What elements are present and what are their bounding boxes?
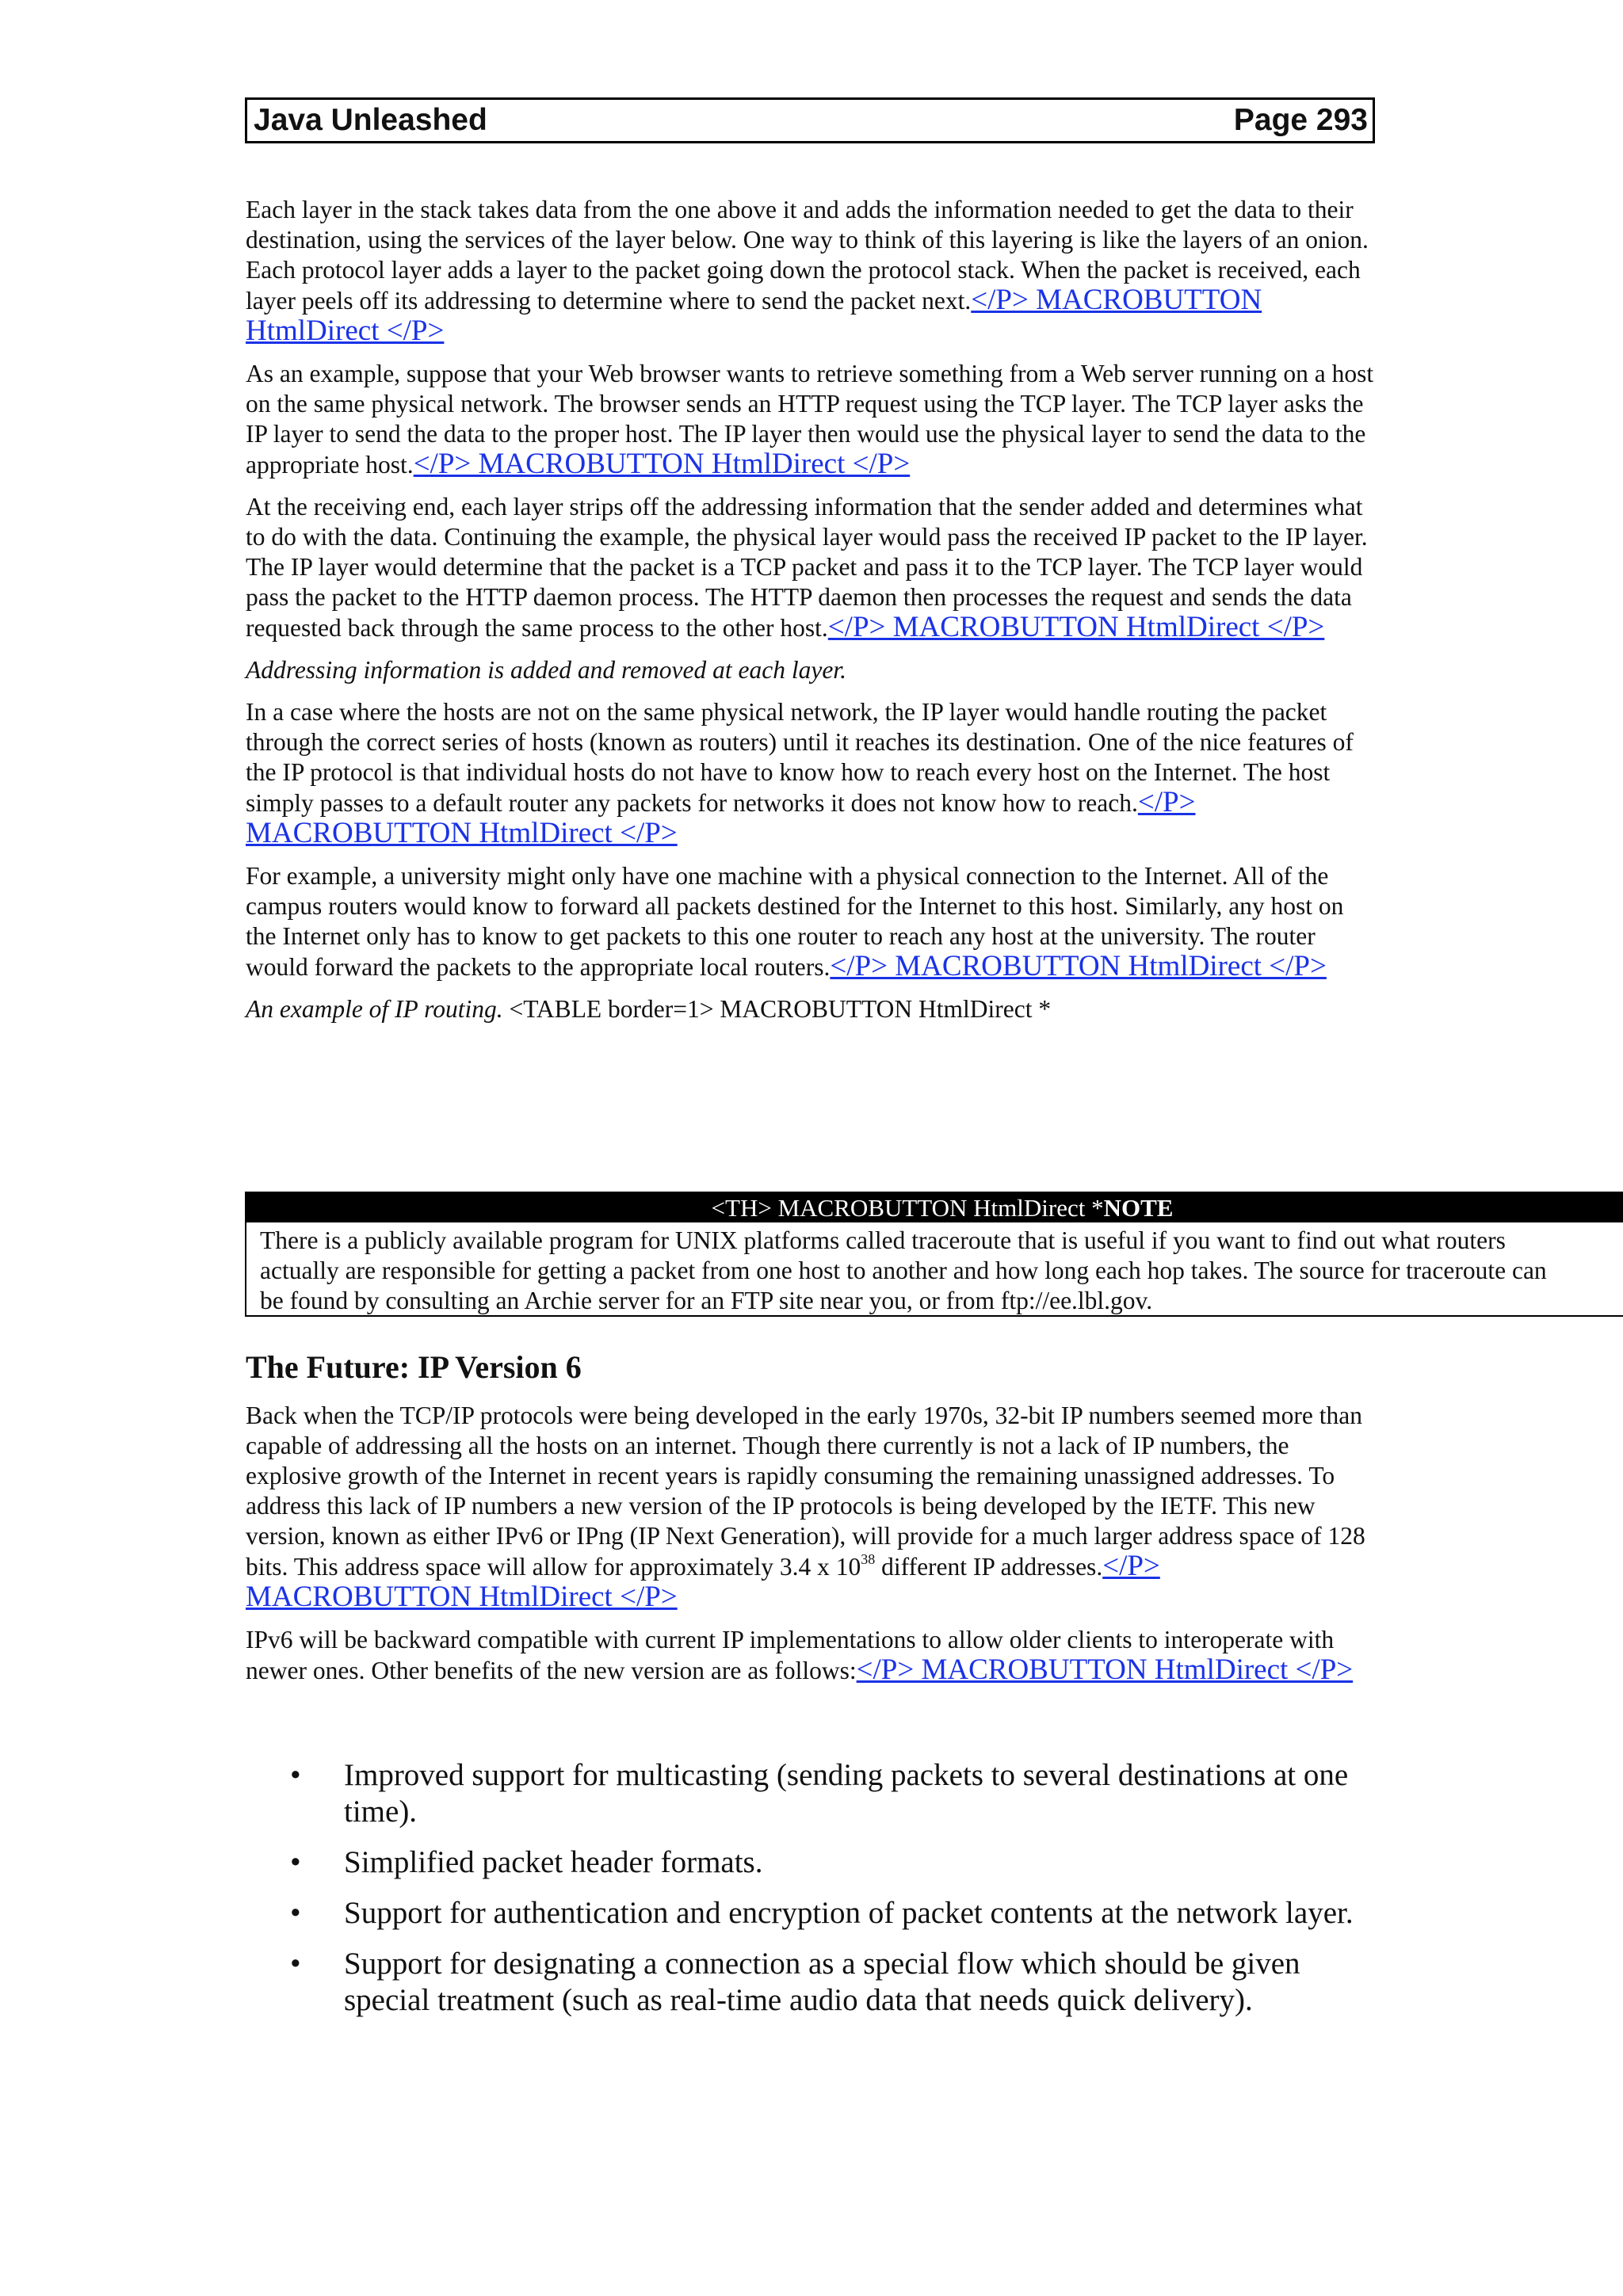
page-number: Page 293 <box>1233 103 1368 137</box>
list-item <box>290 1946 1376 2019</box>
paragraph-text: IPv6 will be backward compatible with current IP implementations to allow older clients to interoperate with newer ones. Other benefits of the new version are as follows: <box>246 1626 1335 1684</box>
paragraph-text: In a case where the hosts are not on the same physical network, the IP layer would handle routing the packet through the correct series of hosts (known as routers) until it reaches its destination. One of the nice features of the IP protocol is that individual hosts do not have to know how to reach every host on the Internet. The host simply passes to a default router any packets for networks it does not know how to reach. <box>246 698 1354 817</box>
paragraph-ipv6-intro <box>246 1401 1377 1613</box>
note-line: be found by consulting an Archie server for an FTP site near you, or from ftp://ee.lbl.gov. <box>260 1287 1153 1314</box>
list-item-text: Improved support for multicasting (sending packets to several destinations at one time). <box>344 1758 1349 1829</box>
figure-caption-addressing: Addressing information is added and removed at each layer. <box>246 656 846 684</box>
bullet-icon: • <box>290 1896 301 1930</box>
caption-rest: <TABLE border=1> MACROBUTTON HtmlDirect * <box>502 995 1052 1023</box>
list-item-text: Support for designating a connection as a special flow which should be given special treatment (such as real-time audio data that needs quick delivery). <box>344 1947 1300 2017</box>
macrobutton-link[interactable]: </P> MACROBUTTON HtmlDirect </P> <box>413 448 911 480</box>
paragraph-layering <box>246 195 1377 347</box>
bullet-icon: • <box>290 1758 301 1792</box>
paragraph-text-after: different IP addresses. <box>875 1553 1103 1581</box>
paragraph-university-example <box>246 861 1377 982</box>
note-table-body <box>246 1222 1623 1316</box>
paragraph-text: For example, a university might only have one machine with a physical connection to the Internet. All of the campus routers would know to forward all packets destined for the Internet to this host. Similarly, any host on the Internet only has to know to get packets to this one router to reach any host at the university. The router would forward the packets to the appropriate local routers. <box>246 862 1344 981</box>
macrobutton-link[interactable]: </P> MACROBUTTON HtmlDirect </P> <box>830 950 1327 982</box>
book-title: Java Unleashed <box>254 103 487 137</box>
body-text-upper <box>246 195 1377 1036</box>
paragraph-receiving-end <box>246 492 1377 643</box>
paragraph-text: Each layer in the stack takes data from the one above it and adds the information needed to get the data to their destination, using the services of the layer below. One way to think of this layering is like the layers of an onion. Each protocol layer adds a layer to the packet going down the protocol stack. When the packet is received, each layer peels off its addressing to determine where to send the packet next. <box>246 196 1369 315</box>
list-item <box>290 1757 1376 1830</box>
page-header <box>245 97 1375 143</box>
body-text-lower <box>246 1401 1377 1698</box>
section-heading: The Future: IP Version 6 <box>246 1349 582 1385</box>
paragraph-routing <box>246 697 1377 849</box>
bullet-icon: • <box>290 1947 301 1981</box>
figure-caption-ip-routing <box>246 994 1377 1024</box>
caption-italic: An example of IP routing. <box>246 995 503 1023</box>
macrobutton-link[interactable]: </P> MACROBUTTON HtmlDirect </P> <box>856 1653 1354 1686</box>
paragraph-text: As an example, suppose that your Web browser wants to retrieve something from a Web server running on a host on the same physical network. The browser sends an HTTP request using the TCP layer. The TCP layer asks the IP layer to send the data to the proper host. The IP layer then would use the physical layer to send the data to the appropriate host. <box>246 360 1374 479</box>
note-line: actually are responsible for getting a packet from one host to another and how long each hop takes. The source for traceroute can <box>260 1257 1547 1284</box>
note-header-prefix: <TH> MACROBUTTON HtmlDirect * <box>711 1194 1104 1222</box>
note-table-header <box>246 1193 1623 1222</box>
macrobutton-link[interactable]: </P> MACROBUTTON HtmlDirect </P> <box>827 611 1325 643</box>
bullet-icon: • <box>290 1845 301 1879</box>
list-item-text: Simplified packet header formats. <box>344 1845 763 1879</box>
paragraph-ipv6-benefits <box>246 1625 1377 1686</box>
paragraph-browser-example <box>246 359 1377 480</box>
paragraph-text: At the receiving end, each layer strips off the addressing information that the sender added and determines what to do with the data. Continuing the example, the physical layer would pass the received IP packet to the IP layer. The IP layer would determine that the packet is a TCP packet and pass it to the TCP layer. The TCP layer would pass the packet to the HTTP daemon process. The HTTP daemon then processes the request and sends the data requested back through the same process to the other host. <box>246 493 1368 642</box>
exponent: 38 <box>861 1551 876 1567</box>
note-line: There is a publicly available program for UNIX platforms called traceroute that is useful if you want to find out what routers <box>260 1226 1506 1254</box>
benefits-list <box>290 1757 1376 2033</box>
macrobutton-link[interactable]: </P> MACROBUTTON HtmlDirect </P> <box>246 284 1262 347</box>
paragraph-text: Back when the TCP/IP protocols were being developed in the early 1970s, 32-bit IP numbers seemed more than capable of addressing all the hosts on an internet. Though there currently is not a lack of IP numbers, the explosive growth of the Internet in recent years is rapidly consuming the remaining unassigned addresses. To address this lack of IP numbers a new version of the IP protocols is being developed by the IETF. This new version, known as either IPv6 or IPng (IP Next Generation), will provide for a much larger address space of 128 bits. This address space will allow for approximately 3.4 x 10 <box>246 1402 1365 1581</box>
macrobutton-link[interactable]: </P> MACROBUTTON HtmlDirect </P> <box>246 1550 1160 1613</box>
note-header-label: NOTE <box>1103 1194 1174 1222</box>
list-item <box>290 1844 1376 1881</box>
list-item-text: Support for authentication and encryption of packet contents at the network layer. <box>344 1896 1354 1930</box>
list-item <box>290 1895 1376 1932</box>
macrobutton-link[interactable]: </P> MACROBUTTON HtmlDirect </P> <box>246 786 1196 849</box>
note-table <box>245 1192 1623 1317</box>
